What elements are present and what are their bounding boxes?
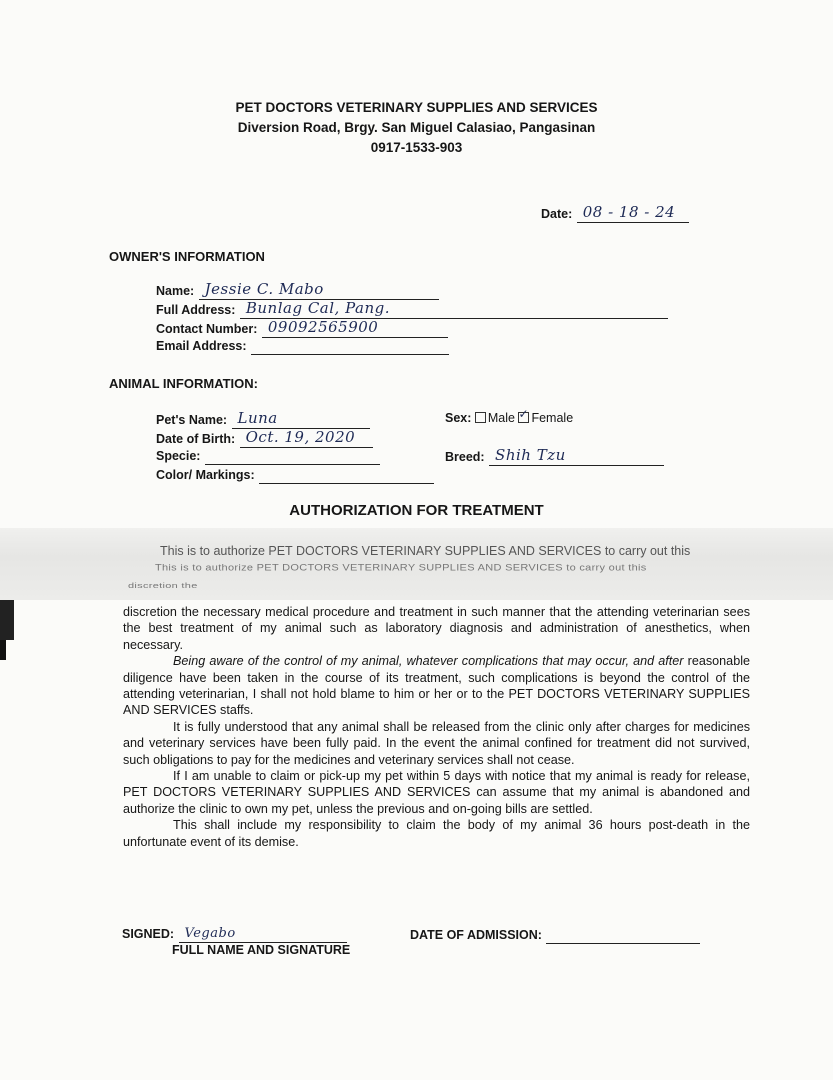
owner-name-value: Jessie C. Mabo: [204, 280, 324, 298]
company-phone: 0917-1533-903: [370, 140, 463, 155]
male-option-label: Male: [487, 411, 515, 425]
owner-name-input[interactable]: [199, 280, 439, 300]
dob-input[interactable]: [240, 428, 373, 448]
owner-address-field: [156, 299, 668, 319]
pet-name-input[interactable]: [232, 409, 370, 429]
owner-name-field: [156, 280, 439, 300]
owner-contact-label: Contact Number:: [156, 322, 258, 336]
scan-edge-mark: [0, 600, 14, 640]
paragraph-complications-italic: Being aware of the control of my animal, whatever complications that may occur, and after: [173, 654, 684, 669]
signature-caption: FULL NAME AND SIGNATURE: [172, 943, 351, 957]
female-checkbox[interactable]: [518, 412, 529, 423]
paragraph-complications: [123, 653, 750, 719]
pet-name-field: [156, 409, 370, 429]
owner-contact-input[interactable]: [262, 318, 448, 338]
owner-address-input[interactable]: [240, 299, 668, 319]
female-option-label: Female: [531, 411, 574, 425]
paragraph-complications-rest: reasonable diligence have been taken in the course of its treatment, such complications is beyond the control of the attending veterinarian, I shall not hold blame to him or her or to the PET DOCTORS VETERINARY SUPPLIES AND SERVICES staffs.: [123, 654, 750, 718]
color-value: [259, 467, 265, 485]
specie-input[interactable]: [205, 448, 380, 465]
male-checkbox[interactable]: [475, 412, 486, 423]
date-label: Date:: [541, 207, 573, 221]
owner-email-label: Email Address:: [156, 339, 247, 353]
owner-address-value: Bunlag Cal, Pang.: [245, 299, 390, 317]
paragraph-remains: This shall include my responsibility to claim the body of my animal 36 hours post-death in the unfortunate event of its demise.: [123, 818, 750, 849]
authorization-body: [123, 604, 750, 850]
breed-field: [445, 446, 664, 466]
owner-contact-field: [156, 318, 448, 338]
owner-email-value: [251, 338, 257, 356]
date-field: [541, 203, 689, 223]
owner-name-label: Name:: [156, 284, 195, 298]
company-name: PET DOCTORS VETERINARY SUPPLIES AND SERVICES: [235, 100, 598, 115]
signed-label: SIGNED:: [122, 927, 175, 941]
specie-field: [156, 447, 380, 465]
sex-field: [445, 411, 573, 425]
pet-name-label: Pet's Name:: [156, 413, 228, 427]
color-field: [156, 466, 434, 484]
paragraph-payment: It is fully understood that any animal shall be released from the clinic only after charges for medicines and veterinary services have been fully paid. In the event the animal confined for treatment did not survived, such obligations to pay for the medicines and veterinary services shall not cease.: [123, 719, 750, 767]
owner-email-field: [156, 337, 449, 355]
breed-value: Shih Tzu: [495, 446, 566, 464]
authorization-title: AUTHORIZATION FOR TREATMENT: [289, 502, 544, 519]
pet-name-value: Luna: [237, 409, 278, 427]
admission-date-value: [546, 927, 552, 945]
breed-label: Breed:: [445, 450, 485, 464]
paragraph-procedure: discretion the necessary medical procedure and treatment in such manner that the attending veterinarian sees the best treatment of my animal such as laboratory diagnosis and administration of anesthetics, when necessary.: [123, 605, 750, 652]
specie-label: Specie:: [156, 449, 201, 463]
letterhead: [0, 98, 833, 158]
dob-label: Date of Birth:: [156, 432, 236, 446]
ghost-text-line: This is to authorize PET DOCTORS VETERINARY SUPPLIES AND SERVICES to carry out this: [155, 563, 647, 573]
signature-field: [122, 924, 347, 943]
date-input[interactable]: [577, 203, 689, 223]
specie-value: [205, 448, 211, 466]
admission-date-input[interactable]: [546, 927, 700, 944]
dob-field: [156, 428, 373, 448]
sex-label: Sex:: [445, 411, 472, 425]
owner-contact-value: 09092565900: [267, 318, 379, 336]
color-label: Color/ Markings:: [156, 468, 255, 482]
signature-input[interactable]: [179, 924, 347, 943]
paragraph-abandonment: If I am unable to claim or pick-up my pet within 5 days with notice that my animal is ready for release, PET DOCTORS VETERINARY SUPPLIES AND SERVICES can assume that my animal is abandoned and authorize the clinic to own my pet, unless the previous and on-going bills are settled.: [123, 769, 750, 816]
admission-date-label: DATE OF ADMISSION:: [410, 928, 542, 942]
owner-email-input[interactable]: [251, 338, 449, 355]
owner-address-label: Full Address:: [156, 303, 236, 317]
signature-value: Vegabo: [184, 926, 236, 941]
ghost-text-line: discretion the: [128, 581, 198, 591]
dob-value: Oct. 19, 2020: [245, 428, 356, 446]
ghost-text-line: This is to authorize PET DOCTORS VETERINARY SUPPLIES AND SERVICES to carry out this: [160, 544, 691, 558]
animal-section-title: ANIMAL INFORMATION:: [109, 376, 258, 391]
admission-date-field: [410, 926, 700, 944]
breed-input[interactable]: [489, 446, 664, 466]
date-value: 08 - 18 - 24: [582, 203, 676, 221]
owner-section-title: OWNER'S INFORMATION: [109, 249, 265, 264]
company-address: Diversion Road, Brgy. San Miguel Calasiao, Pangasinan: [237, 120, 596, 135]
color-input[interactable]: [259, 467, 434, 484]
